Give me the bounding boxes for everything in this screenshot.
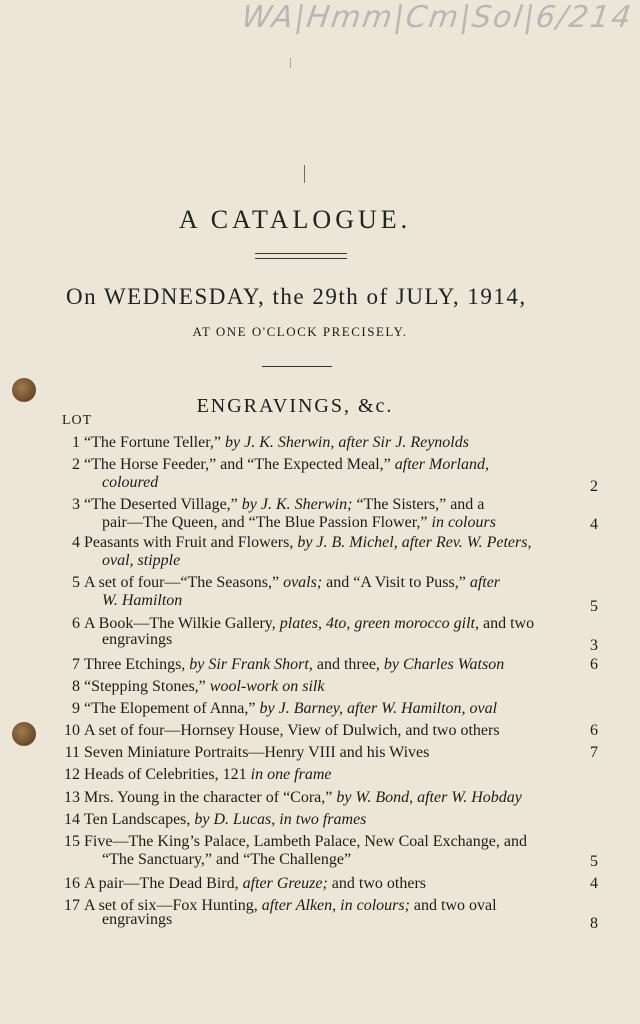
lot-number: 16: [64, 875, 80, 892]
lot-description-continued: oval, stipple: [102, 552, 181, 569]
lot-quantity: 2: [590, 478, 598, 495]
lot-number: 11: [64, 744, 80, 761]
divider-rule: [262, 366, 332, 367]
lot-quantity: 4: [590, 516, 598, 533]
lot-number: 12: [64, 766, 80, 783]
lot-quantity: 5: [590, 853, 598, 870]
lot-description: Three Etchings, by Sir Frank Short, and three, by Charles Watson: [84, 656, 505, 673]
lot-description: A set of four—Hornsey House, View of Dulwich, and two others: [84, 722, 500, 739]
paper-mark: [290, 58, 291, 68]
lot-description: “The Horse Feeder,” and “The Expected Meal,” after Morland,: [84, 456, 489, 473]
lot-quantity: 6: [590, 722, 598, 739]
punch-hole: [12, 722, 36, 746]
lot-number: 1: [72, 434, 80, 451]
lot-description-continued: “The Sanctuary,” and “The Challenge”: [102, 851, 352, 868]
lot-description: A Book—The Wilkie Gallery, plates, 4to, green morocco gilt, and two: [84, 615, 535, 632]
catalogue-title: A CATALOGUE.: [178, 205, 412, 234]
lot-description: “The Fortune Teller,” by J. K. Sherwin, after Sir J. Reynolds: [84, 434, 469, 451]
lot-entry: [58, 743, 598, 765]
lot-quantity: 6: [590, 656, 598, 673]
lot-description-continued: engravings: [102, 631, 173, 648]
lot-entry: [58, 721, 598, 743]
lot-description: A set of six—Fox Hunting, after Alken, in colours; and two oval: [84, 897, 497, 914]
lot-entry: [58, 677, 598, 699]
lot-description-continued: engravings: [102, 911, 173, 928]
lot-entry: [58, 495, 598, 535]
lot-description: Five—The King’s Palace, Lambeth Palace, New Coal Exchange, and: [84, 833, 527, 850]
lot-description: “The Elopement of Anna,” by J. Barney, after W. Hamilton, oval: [84, 700, 498, 717]
sale-time: AT ONE O'CLOCK PRECISELY.: [192, 324, 408, 339]
lot-number: 15: [64, 833, 80, 850]
lot-number: 13: [64, 789, 80, 806]
lot-entry: [58, 810, 598, 832]
lot-entry: [58, 765, 598, 787]
lot-number: 14: [64, 811, 80, 828]
lot-description: “The Deserted Village,” by J. K. Sherwin; “The Sisters,” and a: [84, 496, 485, 513]
lot-number: 4: [72, 534, 80, 551]
lot-quantity: 5: [590, 598, 598, 615]
lot-entry: [58, 788, 598, 810]
section-title: ENGRAVINGS, &c.: [196, 395, 394, 417]
lot-description-continued: W. Hamilton: [102, 592, 183, 609]
lot-description: Heads of Celebrities, 121 in one frame: [84, 766, 332, 783]
lot-description: A pair—The Dead Bird, after Greuze; and two others: [84, 875, 426, 892]
lot-description: A set of four—“The Seasons,” ovals; and “A Visit to Puss,” after: [84, 574, 501, 591]
title-double-rule: [255, 253, 347, 259]
lot-quantity: 4: [590, 875, 598, 892]
handwritten-note: WA|Hmm|Cm|Sol|6/214: [239, 0, 635, 35]
lot-entry: [58, 573, 598, 613]
lot-entry: [58, 896, 598, 936]
lot-quantity: 3: [590, 637, 598, 654]
lot-number: 9: [72, 700, 80, 717]
lot-entry: [58, 614, 598, 654]
lot-quantity: 7: [590, 744, 598, 761]
lot-number: 10: [64, 722, 80, 739]
lot-number: 3: [72, 496, 80, 513]
lot-entry: [58, 455, 598, 495]
lot-column-header: LOT: [62, 413, 93, 428]
lot-description: Seven Miniature Portraits—Henry VIII and his Wives: [84, 744, 430, 761]
lot-description: Mrs. Young in the character of “Cora,” by W. Bond, after W. Hobday: [84, 789, 522, 806]
lot-entry: [58, 655, 598, 677]
lot-description: “Stepping Stones,” wool-work on silk: [84, 678, 325, 695]
lot-entry: [58, 874, 598, 896]
lot-entry: [58, 699, 598, 721]
lot-number: 5: [72, 574, 80, 591]
lot-description-continued: pair—The Queen, and “The Blue Passion Flower,” in colours: [102, 514, 496, 531]
lot-number: 7: [72, 656, 80, 673]
paper-mark: [304, 165, 305, 183]
lot-number: 17: [64, 897, 80, 914]
lot-quantity: 8: [590, 915, 598, 932]
sale-date: On WEDNESDAY, the 29th of JULY, 1914,: [66, 284, 527, 309]
lot-description-continued: coloured: [102, 474, 159, 491]
lot-number: 2: [72, 456, 80, 473]
lot-description: Ten Landscapes, by D. Lucas, in two frames: [84, 811, 367, 828]
lot-number: 8: [72, 678, 80, 695]
lot-number: 6: [72, 615, 80, 632]
lot-description: Peasants with Fruit and Flowers, by J. B. Michel, after Rev. W. Peters,: [84, 534, 532, 551]
lot-entry: [58, 533, 598, 573]
lot-entry: [58, 832, 598, 872]
